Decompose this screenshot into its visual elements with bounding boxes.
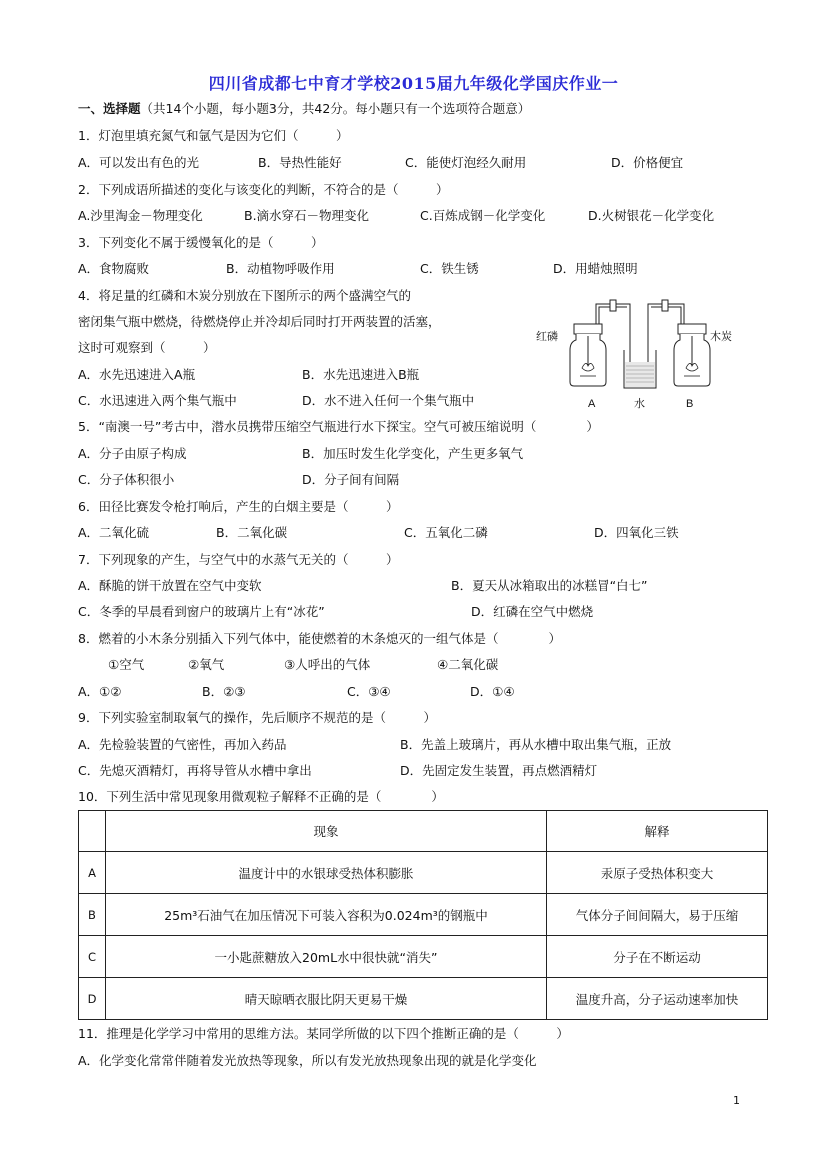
q4-option-d: D．水不进入任何一个集气瓶中 [302, 393, 475, 408]
q2-option-a: A.沙里淘金－物理变化 [78, 208, 203, 223]
table-header-explanation: 解释 [547, 811, 768, 852]
q5-option-b: B．加压时发生化学变化，产生更多氧气 [302, 446, 524, 461]
q4-stem-line3: 这时可观察到（ ） [78, 340, 216, 355]
row-label: C [79, 936, 106, 978]
q2-option-d: D.火树银花－化学变化 [588, 208, 715, 223]
label-red-phosphorus: 红磷 [536, 331, 558, 343]
q9-option-d: D．先固定发生装置，再点燃酒精灯 [400, 763, 598, 778]
table-row [79, 936, 768, 978]
q8-item-3: ③人呼出的气体 [284, 657, 371, 672]
q6-option-d: D．四氧化三铁 [594, 525, 679, 540]
water-beaker [624, 350, 656, 388]
q8-option-d: D．①④ [470, 684, 515, 699]
q7-option-b: B．夏天从冰箱取出的冰糕冒“白七” [451, 578, 648, 593]
q4-stem-line1: 4．将足量的红磷和木炭分别放在下图所示的两个盛满空气的 [78, 288, 411, 303]
q1-option-b: B．导热性能好 [258, 155, 342, 170]
q2-option-c: C.百炼成钢－化学变化 [420, 208, 546, 223]
q3-stem: 3．下列变化不属于缓慢氧化的是（ ） [78, 235, 324, 250]
row-label: B [79, 894, 106, 936]
table-row [79, 852, 768, 894]
section-line [78, 100, 530, 118]
q5-option-c: C．分子体积很小 [78, 472, 175, 487]
connecting-tubes [596, 300, 684, 370]
q8-option-a: A．①② [78, 684, 122, 699]
q4-option-b: B．水先迅速进入B瓶 [302, 367, 420, 382]
row-explanation: 分子在不断运动 [547, 936, 768, 978]
row-explanation: 汞原子受热体积变大 [547, 852, 768, 894]
row-explanation: 温度升高，分子运动速率加快 [547, 978, 768, 1020]
apparatus-figure [530, 290, 740, 412]
label-bottle-a: A [588, 398, 596, 410]
table-header-empty [79, 811, 106, 852]
q1-option-c: C．能使灯泡经久耐用 [405, 155, 527, 170]
q8-option-c: C．③④ [347, 684, 391, 699]
q1-option-a: A．可以发出有色的光 [78, 155, 200, 170]
q4-option-a: A．水先迅速进入A瓶 [78, 367, 196, 382]
row-phenomenon: 温度计中的水银球受热体积膨胀 [106, 852, 547, 894]
q9-option-b: B．先盖上玻璃片，再从水槽中取出集气瓶，正放 [400, 737, 672, 752]
q6-option-b: B．二氧化碳 [216, 525, 288, 540]
q3-option-d: D．用蜡烛照明 [553, 261, 638, 276]
q4-stem-line2: 密闭集气瓶中燃烧，待燃烧停止并冷却后同时打开两装置的活塞， [78, 314, 441, 329]
q5-option-d: D．分子间有间隔 [302, 472, 400, 487]
document-title: 四川省成都七中育才学校2015届九年级化学国庆作业一 [208, 74, 619, 93]
q9-stem: 9．下列实验室制取氧气的操作，先后顺序不规范的是（ ） [78, 710, 436, 725]
q8-item-2: ②氧气 [188, 657, 225, 672]
page-number: 1 [733, 1094, 740, 1107]
q9-option-c: C．先熄灭酒精灯，再将导管从水槽中拿出 [78, 763, 312, 778]
q3-option-b: B．动植物呼吸作用 [226, 261, 335, 276]
q6-option-c: C．五氧化二磷 [404, 525, 488, 540]
q11-option-a: A．化学变化常常伴随着发光放热等现象，所以有发光放热现象出现的就是化学变化 [78, 1053, 537, 1068]
q7-stem: 7．下列现象的产生，与空气中的水蒸气无关的（ ） [78, 552, 399, 567]
q1-stem: 1．灯泡里填充氮气和氩气是因为它们（ ） [78, 128, 349, 143]
row-phenomenon: 一小匙蔗糖放入20mL水中很快就“消失” [106, 936, 547, 978]
q8-item-4: ④二氧化碳 [437, 657, 499, 672]
q3-option-c: C．铁生锈 [420, 261, 479, 276]
row-explanation: 气体分子间间隔大，易于压缩 [547, 894, 768, 936]
section-heading: 一、选择题 [78, 101, 141, 116]
q11-stem: 11．推理是化学学习中常用的思维方法。某同学所做的以下四个推断正确的是（ ） [78, 1026, 569, 1041]
q5-stem: 5．“南澳一号”考古中，潜水员携带压缩空气瓶进行水下探宝。空气可被压缩说明（ ） [78, 419, 599, 434]
row-phenomenon: 25m³石油气在加压情况下可装入容积为0.024m³的钢瓶中 [106, 894, 547, 936]
table-row [79, 894, 768, 936]
q2-option-b: B.滴水穿石－物理变化 [244, 208, 370, 223]
q3-option-a: A．食物腐败 [78, 261, 150, 276]
row-phenomenon: 晴天晾晒衣服比阴天更易干燥 [106, 978, 547, 1020]
label-bottle-b: B [686, 398, 694, 410]
table-row [79, 978, 768, 1020]
q7-option-d: D．红磷在空气中燃烧 [471, 604, 594, 619]
bottle-b [674, 324, 710, 386]
q8-item-1: ①空气 [108, 657, 145, 672]
q7-option-a: A．酥脆的饼干放置在空气中变软 [78, 578, 262, 593]
q8-option-b: B．②③ [202, 684, 246, 699]
q5-option-a: A．分子由原子构成 [78, 446, 187, 461]
q7-option-c: C．冬季的早晨看到窗户的玻璃片上有“冰花” [78, 604, 325, 619]
q6-option-a: A．二氧化硫 [78, 525, 150, 540]
table-header-phenomenon: 现象 [106, 811, 547, 852]
q2-stem: 2．下列成语所描述的变化与该变化的判断，不符合的是（ ） [78, 182, 449, 197]
q4-option-c: C．水迅速进入两个集气瓶中 [78, 393, 237, 408]
q10-stem: 10．下列生活中常见现象用微观粒子解释不正确的是（ ） [78, 789, 444, 804]
label-charcoal: 木炭 [710, 331, 732, 343]
q10-table [78, 810, 768, 1020]
q1-option-d: D．价格便宜 [611, 155, 684, 170]
q9-option-a: A．先检验装置的气密性，再加入药品 [78, 737, 287, 752]
row-label: A [79, 852, 106, 894]
q8-stem: 8．燃着的小木条分别插入下列气体中，能使燃着的木条熄灭的一组气体是（ ） [78, 631, 561, 646]
label-water: 水 [634, 398, 645, 410]
table-header-row [79, 811, 768, 852]
row-label: D [79, 978, 106, 1020]
section-note: （共14个小题，每小题3分，共42分。每小题只有一个选项符合题意） [140, 101, 531, 116]
bottle-a [570, 324, 606, 386]
q6-stem: 6．田径比赛发令枪打响后，产生的白烟主要是（ ） [78, 499, 399, 514]
